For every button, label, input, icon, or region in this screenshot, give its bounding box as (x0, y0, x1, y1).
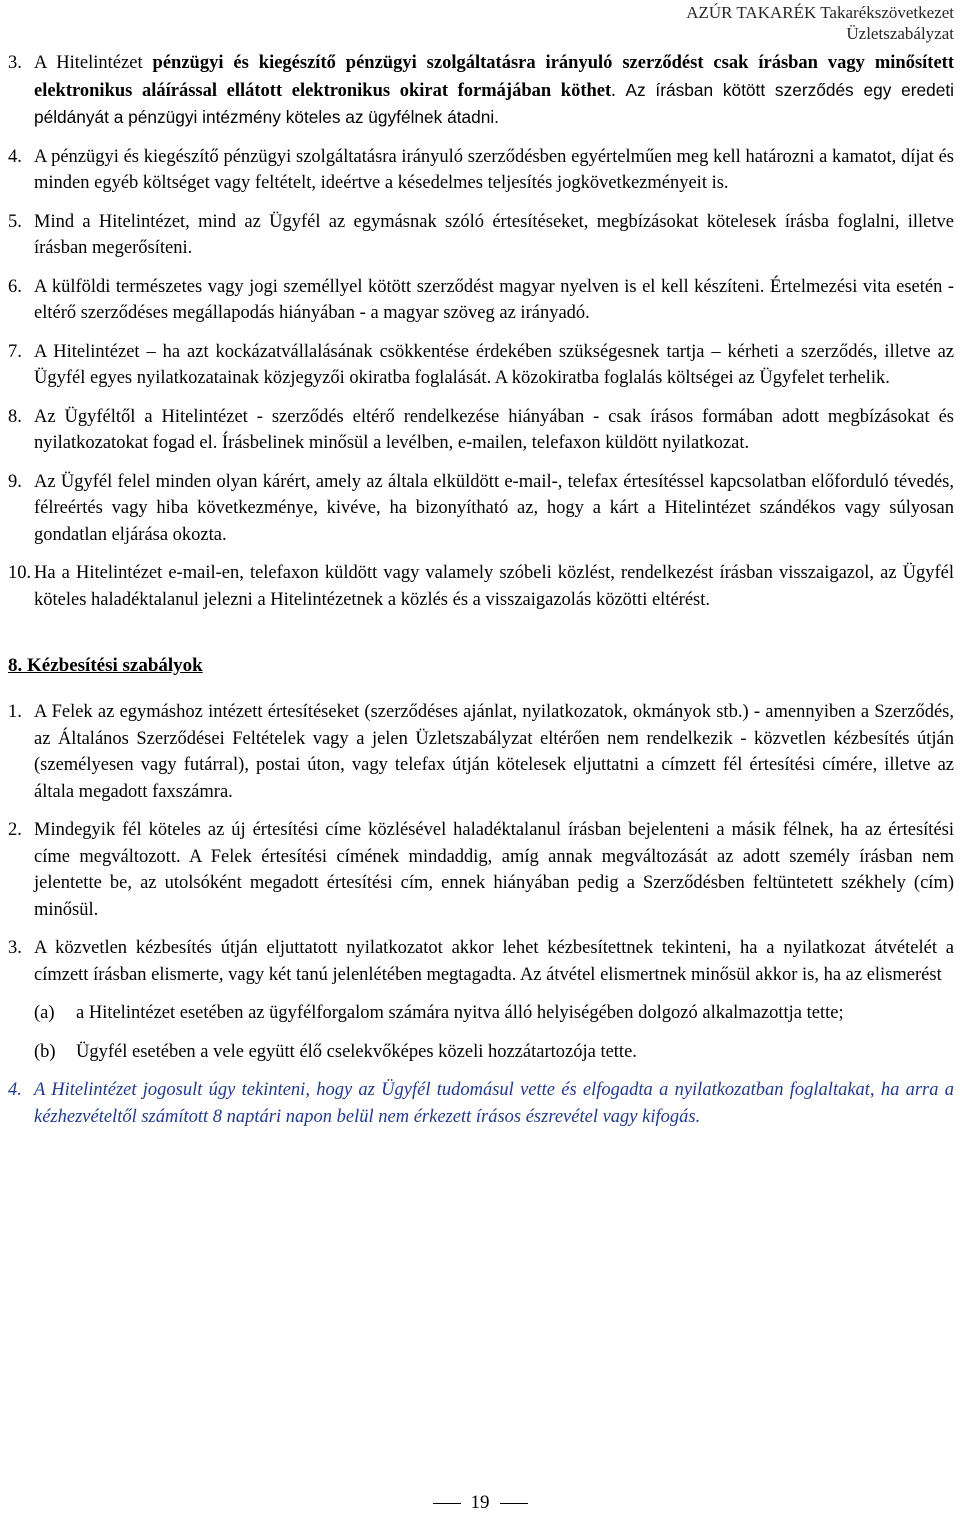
item-text (34, 274, 954, 327)
footer-dash-right (500, 1503, 528, 1504)
text-segment: A Hitelintézet – ha azt kockázatvállalásának csökkentése érdekében szükségesnek tartja – kérheti a szerződés, illetve az Ügyfél egyes nyilatkozatainak közjegyzői okiratba foglalását. A közokiratba foglalás költségei az Ügyfelet terhelik. (34, 341, 954, 388)
list-item (8, 469, 954, 549)
text-segment: A külföldi természetes vagy jogi személlyel kötött szerződést magyar nyelven is el kell készíteni. Értelmezési vita esetén - eltérő szerződéses megállapodás hiányában - a magyar szöveg az irányadó. (34, 276, 954, 323)
item-number: 1. (8, 702, 22, 722)
document-body (8, 50, 954, 1142)
item-number: 6. (8, 276, 22, 297)
header-company: AZÚR TAKARÉK Takarékszövetkezet (686, 3, 954, 22)
item-number: 9. (8, 471, 22, 492)
text-segment: A Hitelintézet (34, 53, 153, 73)
section-title: 8. Kézbesítési szabályok (8, 655, 203, 676)
sub-item (34, 1039, 954, 1066)
item-number: 4. (8, 146, 22, 167)
item-text (34, 144, 954, 197)
list-item (8, 935, 954, 988)
item-text (34, 50, 954, 132)
page-header (686, 2, 954, 44)
sublist-acknowledgement (8, 1000, 954, 1065)
page-number: 19 (470, 1492, 490, 1513)
list-item (8, 209, 954, 262)
item-text (34, 469, 954, 549)
item-number: 7. (8, 341, 22, 362)
list-item (8, 274, 954, 327)
text-segment: Mind a Hitelintézet, mind az Ügyfél az egymásnak szóló értesítéseket, megbízásokat kötelesek írásba foglalni, illetve írásban megerősíteni. (34, 211, 954, 258)
item-text: A Hitelintézet jogosult úgy tekinteni, hogy az Ügyfél tudomásul vette és elfogadta a nyilatkozatban foglaltakat, ha arra a kézhezvételtől számított 8 naptári napon belül nem érkezett írásos észrevétel vagy kifogás. (34, 1080, 954, 1127)
sub-item-label: (b) (34, 1041, 56, 1062)
text-segment: . (611, 80, 626, 101)
item-number: 10. (8, 563, 32, 583)
item-number: 2. (8, 820, 22, 840)
list-item (8, 404, 954, 457)
item-number: 3. (8, 938, 22, 958)
sub-item-text: Ügyfél esetében a vele együtt élő cselekvőképes közeli hozzátartozója tette. (76, 1041, 637, 1062)
footer-dash-left (433, 1503, 461, 1504)
item-text: Mindegyik fél köteles az új értesítési címe közlésével haladéktalanul írásban bejelenteni a másik félnek, ha az értesítési címe megváltozott. A Felek értesítési címének mindaddig, amíg annak megváltozását az adott személy írásban nem jelentette be, az utolsóként megadott értesítési cím, ennek hiányában pedig a Szerződésben feltüntetett székhely (cím) minősül. (34, 820, 954, 920)
item-text (34, 339, 954, 392)
text-segment: Ha a Hitelintézet e-mail-en, telefaxon küldött vagy valamely szóbeli közlést, rendelkezést írásban visszaigazol, az Ügyfél köteles haladéktalanul jelezni a Hitelintézetnek a közlés és a visszaigazolás közötti eltérést. (34, 563, 954, 610)
text-segment: Az Ügyfél felel minden olyan kárért, amely az általa elküldött e-mail-, telefax értesítéssel kapcsolatban előforduló tévedés, félreértés vagy hiba következménye, kivéve, ha bizonyítható az, hogy a kárt a Hitelintézet szándékos vagy súlyosan gondatlan eljárása okozta. (34, 471, 954, 545)
text-segment: Az Ügyféltől a Hitelintézet - szerződés eltérő rendelkezése hiányában - csak írásos formában adott megbízásokat és nyilatkozatokat fogad el. Írásbelinek minősül a levélben, e-mailen, telefaxon küldött nyilatkozat. (34, 406, 954, 453)
sub-item-label: (a) (34, 1003, 55, 1023)
bold-text: pénzügyi és kiegészítő pénzügyi szolgáltatásra irányuló szerződést csak írásban vagy minősített elektronikus aláírással ellátott elektronikus okirat formájában köthet (34, 53, 954, 101)
list-item-blue (8, 1077, 954, 1130)
item-number: 4. (8, 1080, 22, 1100)
sub-item-text: a Hitelintézet esetében az ügyfélforgalom számára nyitva álló helyiségében dolgozó alkalmazottja tette; (76, 1003, 844, 1023)
item-number: 8. (8, 406, 22, 427)
list-item (8, 817, 954, 923)
item-text (34, 404, 954, 457)
list-item (8, 339, 954, 392)
item-text (34, 560, 954, 613)
page-footer (0, 1492, 960, 1514)
list-delivery-rules (8, 699, 954, 988)
item-text: A közvetlen kézbesítés útján eljuttatott nyilatkozatot akkor lehet kézbesítettnek tekinteni, ha a nyilatkozat átvételét a címzett írásban elismerte, vagy két tanú jelenlétében megtagadta. Az átvétel elismertnek minősül akkor is, ha az elismerést (34, 938, 954, 985)
sub-item (34, 1000, 954, 1027)
header-doc-title: Üzletszabályzat (846, 24, 954, 43)
text-segment: Az írásban kötött szerződés egy eredeti példányát a pénzügyi intézmény köteles az ügyfélnek átadni. (34, 79, 955, 127)
text-segment: A pénzügyi és kiegészítő pénzügyi szolgáltatásra irányuló szerződésben egyértelműen meg kell határozni a kamatot, díjat és minden egyéb költséget vagy feltételt, ideértve a késedelmes teljesítés jogkövetkezményeit is. (34, 146, 954, 193)
item-text (34, 209, 954, 262)
list-general-provisions (8, 50, 954, 613)
list-item (8, 699, 954, 805)
list-item (8, 50, 954, 132)
item-number: 3. (8, 53, 22, 73)
list-item (8, 560, 954, 613)
list-item (8, 144, 954, 197)
item-number: 5. (8, 211, 22, 232)
item-text: A Felek az egymáshoz intézett értesítéseket (szerződéses ajánlat, nyilatkozatok, okmányok stb.) - amennyiben a Szerződés, az Általános Szerződései Feltételek vagy a jelen Üzletszabályzat eltérően nem rendelkezik - közvetlen kézbesítés útján (személyesen vagy futárral), postai úton, vagy telefax útján kötelesek eljuttatni a címzett fél értesítési címére, illetve az általa megadott faxszámra. (34, 702, 954, 802)
